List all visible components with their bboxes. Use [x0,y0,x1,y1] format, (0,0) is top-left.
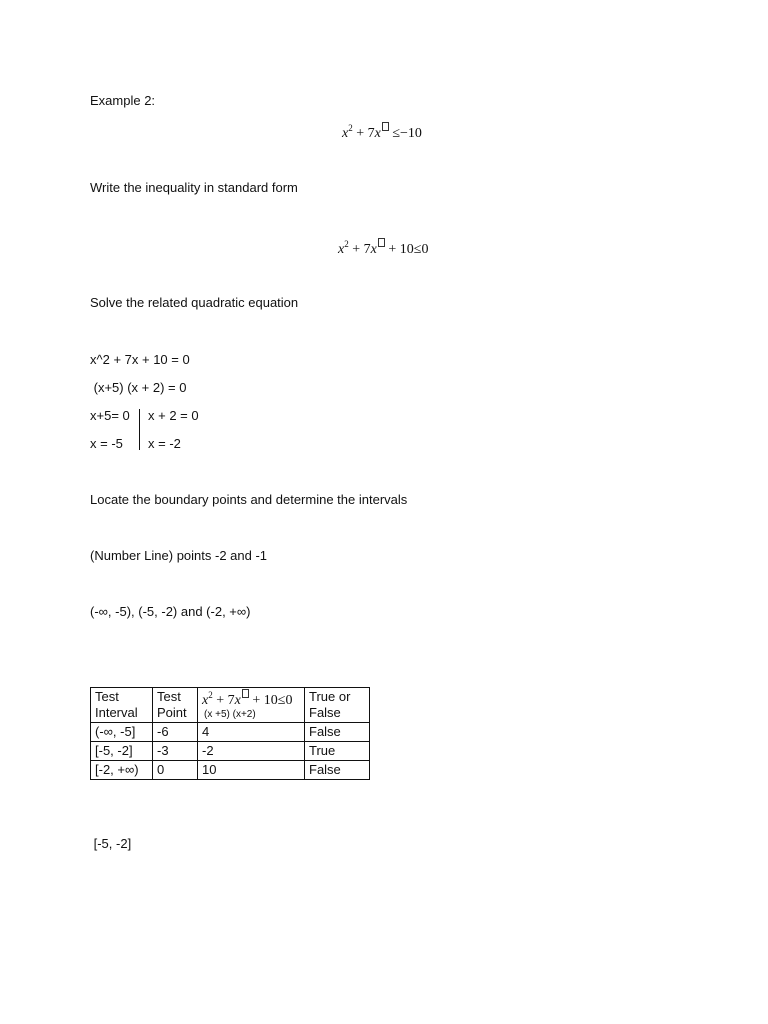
standard-lhs-tail: + 7 [352,242,371,257]
separator-bar [139,409,140,450]
row-test-point: -6 [153,723,198,742]
number-line-note: (Number Line) points -2 and -1 [90,548,268,563]
row-interval: [-2, +∞) [91,761,153,780]
row-test-point: 0 [153,761,198,780]
row-value: 10 [198,761,305,780]
table-row [91,723,370,742]
intervals-line: (-∞, -5), (-5, -2) and (-2, +∞) [90,604,251,619]
factor-left-equation: x+5= 0 [90,408,130,423]
root-right: x = -2 [148,436,181,451]
original-inequality-rel: ≤ [392,126,401,141]
standard-form-inequality: $x^2 + 7x + 10\le 0$ [338,239,429,257]
original-inequality: $x^2 + 7x \le-10$ [342,123,422,141]
row-value: 4 [198,723,305,742]
header-expression-factored: (x +5) (x+2) [204,709,256,720]
standard-rhs: 0 [421,242,429,257]
header-expr-rhs: 0 [285,693,293,708]
header-true-false: True or False [305,688,370,723]
standard-plus-const: + 10 [388,242,414,257]
row-interval: (-∞, -5] [91,723,153,742]
original-inequality-lhs-tail: + 7 [356,126,375,141]
row-result: False [305,761,370,780]
answer-interval: [-5, -2] [90,836,132,851]
table-row [91,742,370,761]
table-header-row [91,688,370,723]
placeholder-box-icon [242,689,249,698]
standard-rel: ≤ [413,242,422,257]
step-standard-form: Write the inequality in standard form [90,180,298,195]
step-solve: Solve the related quadratic equation [90,295,299,310]
root-left: x = -5 [90,436,123,451]
equation-line: x^2 + 7x + 10 = 0 [90,352,190,367]
test-interval-table [90,687,370,780]
factored-line: (x+5) (x + 2) = 0 [90,380,187,395]
original-inequality-rhs: −10 [400,126,422,141]
header-expression [198,688,305,723]
header-expression-math: $x^2 + 7x + 10\le 0$ [202,690,293,708]
placeholder-box-icon [382,122,389,131]
header-expr-const: + 10 [252,693,278,708]
example-heading: Example 2: [90,93,156,108]
placeholder-box-icon [378,238,385,247]
factor-right-equation: x + 2 = 0 [148,408,199,423]
table-row [91,761,370,780]
row-test-point: -3 [153,742,198,761]
header-expr-tail: + 7 [216,693,235,708]
row-result: True [305,742,370,761]
header-expr-rel: ≤ [277,693,286,708]
header-test-interval: Test Interval [91,688,153,723]
step-locate: Locate the boundary points and determine the intervals [90,492,408,507]
header-test-point: Test Point [153,688,198,723]
row-result: False [305,723,370,742]
row-interval: [-5, -2] [91,742,153,761]
row-value: -2 [198,742,305,761]
